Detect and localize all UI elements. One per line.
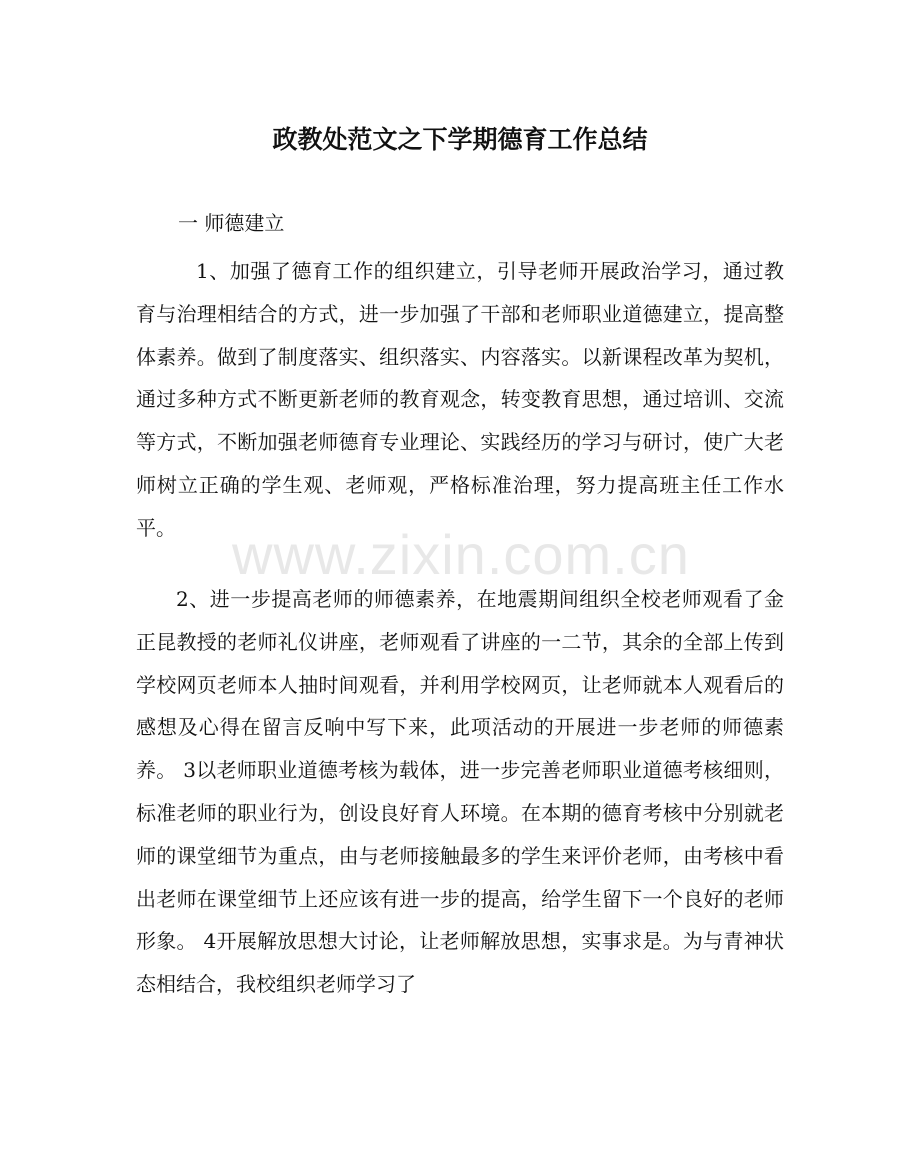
paragraph-2: 2、进一步提高老师的师德素养，在地震期间组织全校老师观看了金正昆教授的老师礼仪讲座，老师观看了讲座的一二节，其余的全部上传到学校网页老师本人抽时间观看，并利用学校网页，让老师就本人观看后的感想及心得在留言反响中写下来，此项活动的开展进一步老师的师德素养。 3以老师职业道德考核为载体，进一步完善老师职业道德考核细则，标准老师的职业行为，创设良好育人环境。在本期的德育考核中分别就老师的课堂细节为重点，由与老师接触最多的学生来评价老师，由考核中看出老师在课堂细节上还应该有进一步的提高，给学生留下一个良好的老师形象。 4开展解放思想大讨论，让老师解放思想，实事求是。为与青神状态相结合，我校组织老师学习了 bbox=[136, 587, 784, 997]
section-heading: 一 师德建立 bbox=[178, 211, 285, 235]
watermark: www.zixin.com.cn bbox=[232, 523, 690, 586]
document-title: 政教处范文之下学期德育工作总结 bbox=[272, 125, 648, 154]
paragraph-1: 1、加强了德育工作的组织建立，引导老师开展政治学习，通过教育与治理相结合的方式，进一步加强了干部和老师职业道德建立，提高整体素养。做到了制度落实、组织落实、内容落实。以新课程改革为契机，通过多种方式不断更新老师的教育观念，转变教育思想，通过培训、交流等方式，不断加强老师德育专业理论、实践经历的学习与研讨，使广大老师树立正确的学生观、老师观，严格标准治理，努力提高班主任工作水平。 bbox=[136, 259, 784, 540]
